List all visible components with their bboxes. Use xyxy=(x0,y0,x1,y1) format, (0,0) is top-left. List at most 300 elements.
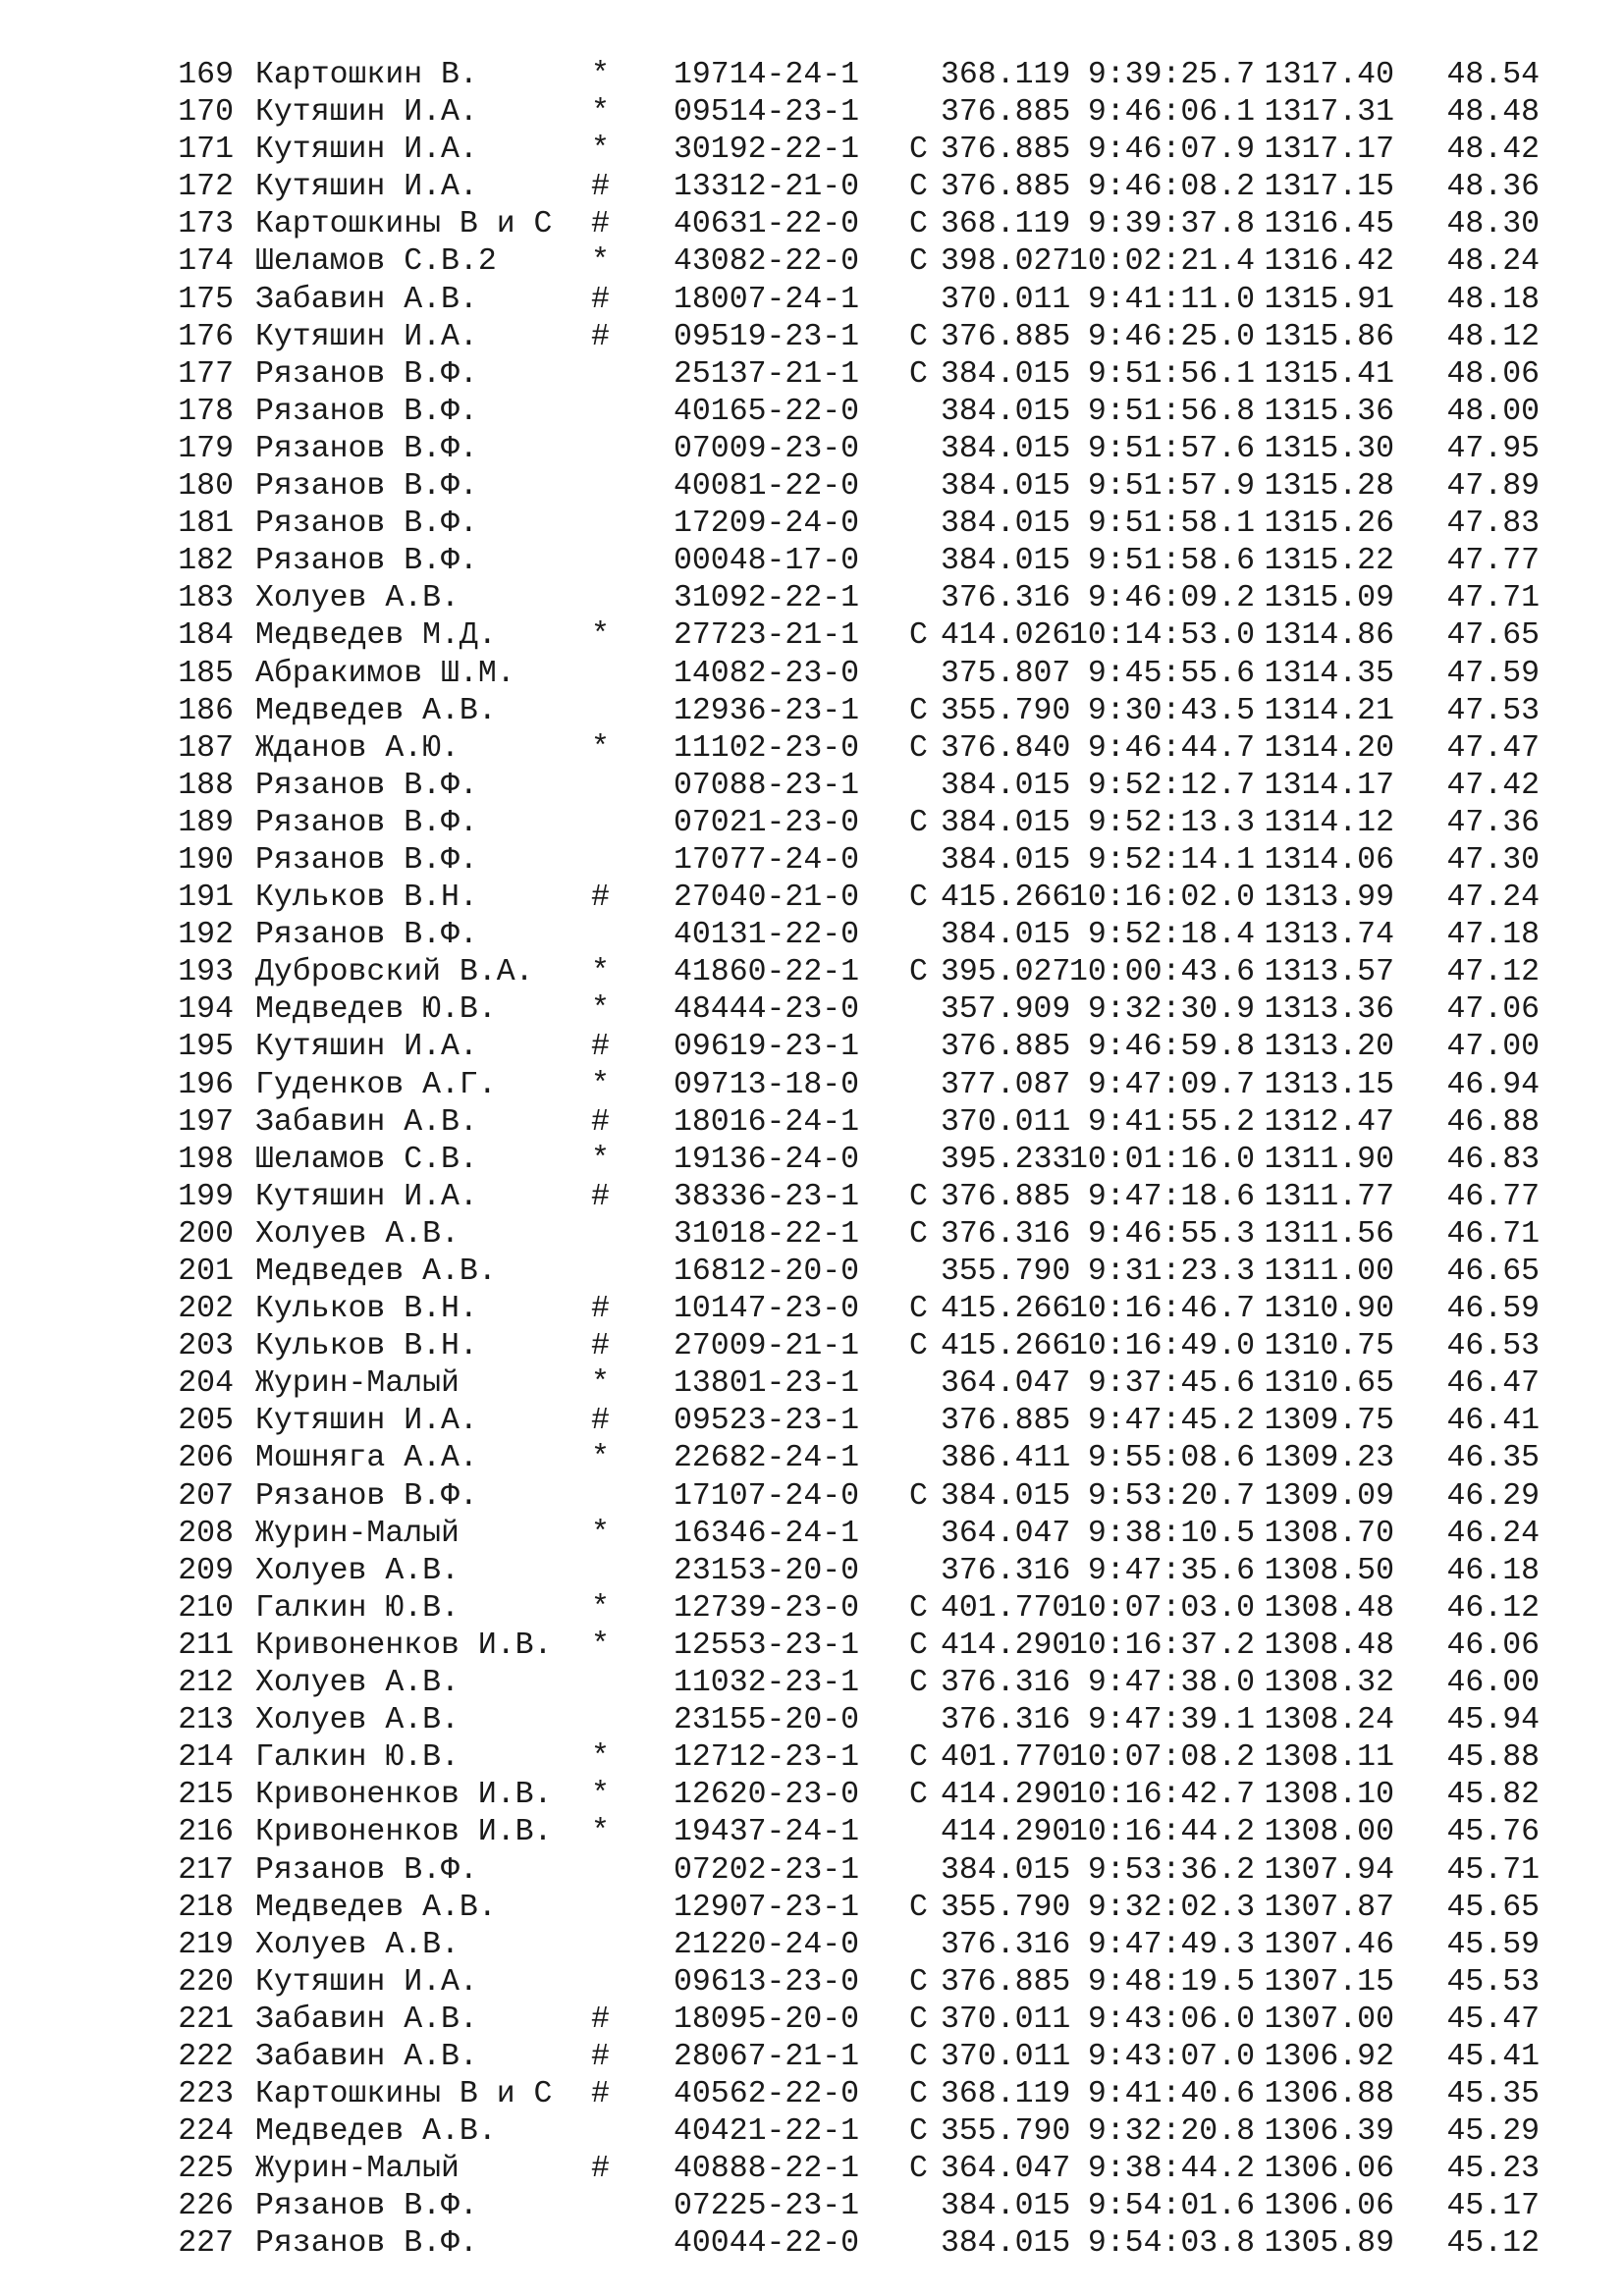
category-flag: C xyxy=(909,1666,928,1701)
points: 47.06 xyxy=(1446,992,1540,1028)
distance: 384.015 xyxy=(941,842,1071,878)
points: 46.47 xyxy=(1446,1366,1540,1402)
speed: 1313.74 xyxy=(1264,918,1394,953)
distance: 384.015 xyxy=(941,431,1071,466)
speed: 1305.89 xyxy=(1264,2226,1394,2262)
table-row xyxy=(173,2225,1587,2263)
arrival-time: 9:41:11.0 xyxy=(1087,282,1255,317)
category-flag xyxy=(909,94,941,132)
ring-number: 11032-23-1 xyxy=(674,1666,860,1701)
category-flag xyxy=(909,580,941,617)
fancier-name: Рязанов В.Ф. xyxy=(255,431,478,466)
table-row xyxy=(173,394,1587,431)
points: 48.42 xyxy=(1446,133,1540,168)
speed: 1306.92 xyxy=(1264,2039,1394,2074)
entry-mark: * xyxy=(591,618,610,654)
fancier-name: Кутяшин И.А. xyxy=(255,170,478,205)
place-number: 172 xyxy=(178,170,234,205)
column-gap xyxy=(234,1516,255,1553)
fancier-name: Медведев А.В. xyxy=(255,1255,497,1289)
table-row xyxy=(173,1927,1587,1964)
points: 47.12 xyxy=(1446,955,1540,990)
place-number: 215 xyxy=(178,1778,234,1813)
arrival-time: 9:39:37.8 xyxy=(1087,207,1255,242)
fancier-name: Кульков В.Н. xyxy=(255,881,478,916)
fancier-name: Рязанов В.Ф. xyxy=(255,805,478,840)
distance: 386.411 xyxy=(941,1441,1071,1476)
points: 45.29 xyxy=(1446,2114,1540,2150)
speed: 1314.12 xyxy=(1264,805,1394,840)
entry-mark xyxy=(591,693,674,730)
place-number: 182 xyxy=(178,544,234,579)
column-gap xyxy=(234,2076,255,2113)
distance: 376.316 xyxy=(941,1216,1071,1252)
points: 47.71 xyxy=(1446,581,1540,616)
column-gap xyxy=(234,768,255,805)
table-row xyxy=(173,1291,1587,1328)
speed: 1317.15 xyxy=(1264,170,1394,205)
distance: 414.026 xyxy=(941,618,1071,654)
fancier-name: Забавин А.В. xyxy=(255,2039,478,2074)
fancier-name: Медведев Ю.В. xyxy=(255,992,497,1028)
fancier-name: Медведев М.Д. xyxy=(255,618,497,654)
points: 47.65 xyxy=(1446,618,1540,654)
entry-mark: * xyxy=(591,1516,610,1551)
distance: 398.027 xyxy=(941,244,1071,280)
category-flag xyxy=(909,991,941,1029)
speed: 1313.15 xyxy=(1264,1067,1394,1102)
fancier-name: Кривоненков И.В. xyxy=(255,1778,553,1813)
category-flag: C xyxy=(909,2152,928,2187)
arrival-time: 9:41:40.6 xyxy=(1087,2077,1255,2112)
category-flag: C xyxy=(909,1329,928,1364)
ring-number: 30192-22-1 xyxy=(674,133,860,168)
fancier-name: Кутяшин И.А. xyxy=(255,1179,478,1214)
arrival-time: 10:07:03.0 xyxy=(1068,1590,1255,1626)
arrival-time: 9:43:06.0 xyxy=(1087,2002,1255,2037)
speed: 1306.06 xyxy=(1264,2189,1394,2224)
entry-mark xyxy=(591,468,674,506)
table-row xyxy=(173,1440,1587,1477)
entry-mark: * xyxy=(591,1590,610,1626)
distance: 384.015 xyxy=(941,394,1071,429)
entry-mark: # xyxy=(591,2039,610,2074)
ring-number: 28067-21-1 xyxy=(674,2039,860,2074)
ring-number: 12739-23-0 xyxy=(674,1590,860,1626)
distance: 364.047 xyxy=(941,1516,1071,1551)
place-number: 175 xyxy=(178,282,234,317)
category-flag xyxy=(909,1029,941,1066)
ring-number: 17107-24-0 xyxy=(674,1478,860,1514)
distance: 376.885 xyxy=(941,95,1071,131)
arrival-time: 9:46:59.8 xyxy=(1087,1030,1255,1065)
table-row xyxy=(173,991,1587,1029)
points: 48.36 xyxy=(1446,170,1540,205)
arrival-time: 9:46:07.9 xyxy=(1087,133,1255,168)
table-row xyxy=(173,206,1587,243)
points: 45.53 xyxy=(1446,1964,1540,2000)
distance: 370.011 xyxy=(941,1104,1071,1140)
column-gap xyxy=(234,394,255,431)
place-number: 211 xyxy=(178,1628,234,1663)
fancier-name: Картошкины В и С xyxy=(255,207,553,242)
entry-mark xyxy=(591,1852,674,1890)
category-flag xyxy=(909,506,941,543)
distance: 376.840 xyxy=(941,730,1071,766)
fancier-name: Рязанов В.Ф. xyxy=(255,842,478,878)
column-gap xyxy=(234,805,255,842)
arrival-time: 9:46:06.1 xyxy=(1087,95,1255,131)
column-gap xyxy=(234,132,255,169)
entry-mark xyxy=(591,2188,674,2225)
place-number: 227 xyxy=(178,2226,234,2262)
speed: 1314.21 xyxy=(1264,693,1394,728)
table-row xyxy=(173,1179,1587,1216)
place-number: 226 xyxy=(178,2189,234,2224)
points: 47.53 xyxy=(1446,693,1540,728)
distance: 384.015 xyxy=(941,1478,1071,1514)
category-flag: C xyxy=(909,356,928,392)
points: 48.54 xyxy=(1446,58,1540,92)
distance: 384.015 xyxy=(941,1852,1071,1888)
place-number: 208 xyxy=(178,1516,234,1551)
category-flag xyxy=(909,1365,941,1403)
arrival-time: 9:47:45.2 xyxy=(1087,1404,1255,1439)
distance: 364.047 xyxy=(941,2152,1071,2187)
fancier-name: Кутяшин И.А. xyxy=(255,1030,478,1065)
column-gap xyxy=(234,693,255,730)
column-gap xyxy=(234,1890,255,1927)
entry-mark: # xyxy=(591,881,610,916)
category-flag xyxy=(909,917,941,954)
arrival-time: 9:43:07.0 xyxy=(1087,2039,1255,2074)
arrival-time: 9:54:01.6 xyxy=(1087,2189,1255,2224)
fancier-name: Холуев А.В. xyxy=(255,1703,460,1738)
distance: 376.885 xyxy=(941,1964,1071,2000)
category-flag: C xyxy=(909,693,928,728)
entry-mark: * xyxy=(591,730,610,766)
table-row xyxy=(173,617,1587,655)
entry-mark xyxy=(591,394,674,431)
fancier-name: Холуев А.В. xyxy=(255,1216,460,1252)
column-gap xyxy=(234,94,255,132)
place-number: 191 xyxy=(178,881,234,916)
ring-number: 43082-22-0 xyxy=(674,244,860,280)
points: 46.00 xyxy=(1446,1666,1540,1701)
column-gap xyxy=(234,880,255,917)
place-number: 198 xyxy=(178,1142,234,1177)
fancier-name: Рязанов В.Ф. xyxy=(255,918,478,953)
category-flag xyxy=(909,1852,941,1890)
distance: 395.027 xyxy=(941,955,1071,990)
entry-mark: # xyxy=(591,2002,610,2037)
column-gap xyxy=(234,954,255,991)
speed: 1308.48 xyxy=(1264,1628,1394,1663)
column-gap xyxy=(234,656,255,693)
entry-mark: # xyxy=(591,2152,610,2187)
table-row xyxy=(173,1739,1587,1777)
category-flag: C xyxy=(909,1216,928,1252)
column-gap xyxy=(234,1029,255,1066)
table-row xyxy=(173,1328,1587,1365)
table-row xyxy=(173,1216,1587,1254)
fancier-name: Жданов А.Ю. xyxy=(255,730,460,766)
distance: 384.015 xyxy=(941,2226,1071,2262)
place-number: 169 xyxy=(178,58,234,92)
speed: 1308.11 xyxy=(1264,1740,1394,1776)
fancier-name: Забавин А.В. xyxy=(255,282,478,317)
table-row xyxy=(173,2076,1587,2113)
ring-number: 19714-24-1 xyxy=(674,58,860,92)
distance: 384.015 xyxy=(941,805,1071,840)
speed: 1314.20 xyxy=(1264,730,1394,766)
arrival-time: 9:51:58.1 xyxy=(1087,507,1255,542)
entry-mark: * xyxy=(591,1815,610,1850)
fancier-name: Гуденков А.Г. xyxy=(255,1067,497,1102)
ring-number: 12620-23-0 xyxy=(674,1778,860,1813)
entry-mark: * xyxy=(591,1366,610,1402)
speed: 1315.09 xyxy=(1264,581,1394,616)
place-number: 222 xyxy=(178,2039,234,2074)
distance: 384.015 xyxy=(941,768,1071,803)
place-number: 176 xyxy=(178,319,234,354)
column-gap xyxy=(234,1964,255,2002)
column-gap xyxy=(234,1814,255,1851)
ring-number: 16346-24-1 xyxy=(674,1516,860,1551)
place-number: 212 xyxy=(178,1666,234,1701)
table-row xyxy=(173,1104,1587,1142)
column-gap xyxy=(234,1067,255,1104)
fancier-name: Рязанов В.Ф. xyxy=(255,2226,478,2262)
distance: 355.790 xyxy=(941,693,1071,728)
arrival-time: 10:16:49.0 xyxy=(1068,1329,1255,1364)
category-flag: C xyxy=(909,1964,928,2000)
points: 45.35 xyxy=(1446,2077,1540,2112)
ring-number: 18095-20-0 xyxy=(674,2002,860,2037)
category-flag xyxy=(909,1254,941,1291)
fancier-name: Кульков В.Н. xyxy=(255,1329,478,1364)
column-gap xyxy=(234,506,255,543)
arrival-time: 9:47:49.3 xyxy=(1087,1927,1255,1962)
points: 47.59 xyxy=(1446,656,1540,691)
entry-mark: # xyxy=(591,1292,610,1327)
speed: 1313.36 xyxy=(1264,992,1394,1028)
ring-number: 40081-22-0 xyxy=(674,469,860,505)
fancier-name: Шеламов С.В.2 xyxy=(255,244,497,280)
ring-number: 40131-22-0 xyxy=(674,918,860,953)
place-number: 202 xyxy=(178,1292,234,1327)
column-gap xyxy=(234,356,255,394)
table-row xyxy=(173,431,1587,468)
arrival-time: 10:16:02.0 xyxy=(1068,881,1255,916)
distance: 376.316 xyxy=(941,581,1071,616)
place-number: 219 xyxy=(178,1927,234,1962)
points: 45.76 xyxy=(1446,1815,1540,1850)
category-flag: C xyxy=(909,2114,928,2150)
table-row xyxy=(173,842,1587,880)
place-number: 185 xyxy=(178,656,234,691)
category-flag: C xyxy=(909,881,928,916)
points: 47.47 xyxy=(1446,730,1540,766)
table-row xyxy=(173,1852,1587,1890)
entry-mark: # xyxy=(591,2077,610,2112)
ring-number: 21220-24-0 xyxy=(674,1927,860,1962)
entry-mark: * xyxy=(591,1740,610,1776)
table-row xyxy=(173,880,1587,917)
speed: 1312.47 xyxy=(1264,1104,1394,1140)
distance: 370.011 xyxy=(941,2002,1071,2037)
category-flag: C xyxy=(909,805,928,840)
points: 46.71 xyxy=(1446,1216,1540,1252)
arrival-time: 9:38:10.5 xyxy=(1087,1516,1255,1551)
ring-number: 38336-23-1 xyxy=(674,1179,860,1214)
ring-number: 07021-23-0 xyxy=(674,805,860,840)
column-gap xyxy=(234,1104,255,1142)
arrival-time: 9:53:20.7 xyxy=(1087,1478,1255,1514)
points: 46.29 xyxy=(1446,1478,1540,1514)
arrival-time: 9:51:57.6 xyxy=(1087,431,1255,466)
column-gap xyxy=(234,580,255,617)
speed: 1306.88 xyxy=(1264,2077,1394,2112)
table-row xyxy=(173,1478,1587,1516)
distance: 368.119 xyxy=(941,58,1071,92)
speed: 1315.36 xyxy=(1264,394,1394,429)
table-row xyxy=(173,282,1587,319)
fancier-name: Рязанов В.Ф. xyxy=(255,2189,478,2224)
entry-mark xyxy=(591,1927,674,1964)
speed: 1315.28 xyxy=(1264,469,1394,505)
points: 46.65 xyxy=(1446,1255,1540,1289)
points: 45.94 xyxy=(1446,1703,1540,1738)
category-flag xyxy=(909,543,941,580)
speed: 1308.48 xyxy=(1264,1590,1394,1626)
arrival-time: 10:07:08.2 xyxy=(1068,1740,1255,1776)
column-gap xyxy=(234,543,255,580)
place-number: 193 xyxy=(178,955,234,990)
distance: 376.316 xyxy=(941,1553,1071,1588)
speed: 1313.99 xyxy=(1264,881,1394,916)
distance: 368.119 xyxy=(941,207,1071,242)
column-gap xyxy=(234,2151,255,2188)
points: 47.00 xyxy=(1446,1030,1540,1065)
table-row xyxy=(173,2002,1587,2039)
category-flag xyxy=(909,282,941,319)
points: 46.06 xyxy=(1446,1628,1540,1663)
arrival-time: 9:51:58.6 xyxy=(1087,544,1255,579)
category-flag: C xyxy=(909,1778,928,1813)
speed: 1309.23 xyxy=(1264,1441,1394,1476)
distance: 376.885 xyxy=(941,133,1071,168)
entry-mark: # xyxy=(591,1030,610,1065)
arrival-time: 9:37:45.6 xyxy=(1087,1366,1255,1402)
column-gap xyxy=(234,169,255,206)
entry-mark xyxy=(591,506,674,543)
ring-number: 22682-24-1 xyxy=(674,1441,860,1476)
arrival-time: 9:31:23.3 xyxy=(1087,1255,1255,1289)
entry-mark xyxy=(591,2113,674,2151)
points: 45.23 xyxy=(1446,2152,1540,2187)
speed: 1316.42 xyxy=(1264,244,1394,280)
category-flag: C xyxy=(909,207,928,242)
arrival-time: 10:16:44.2 xyxy=(1068,1815,1255,1850)
table-row xyxy=(173,1254,1587,1291)
ring-number: 16812-20-0 xyxy=(674,1255,860,1289)
speed: 1315.30 xyxy=(1264,431,1394,466)
points: 45.47 xyxy=(1446,2002,1540,2037)
ring-number: 09619-23-1 xyxy=(674,1030,860,1065)
category-flag xyxy=(909,1440,941,1477)
table-row xyxy=(173,543,1587,580)
table-row xyxy=(173,1590,1587,1628)
category-flag xyxy=(909,1403,941,1440)
category-flag xyxy=(909,656,941,693)
category-flag xyxy=(909,1104,941,1142)
speed: 1310.90 xyxy=(1264,1292,1394,1327)
table-row xyxy=(173,1403,1587,1440)
entry-mark xyxy=(591,842,674,880)
arrival-time: 10:16:42.7 xyxy=(1068,1778,1255,1813)
entry-mark xyxy=(591,580,674,617)
table-row xyxy=(173,2188,1587,2225)
speed: 1308.00 xyxy=(1264,1815,1394,1850)
points: 48.18 xyxy=(1446,282,1540,317)
points: 47.36 xyxy=(1446,805,1540,840)
distance: 364.047 xyxy=(941,1366,1071,1402)
category-flag: C xyxy=(909,730,928,766)
distance: 401.770 xyxy=(941,1740,1071,1776)
ring-number: 13801-23-1 xyxy=(674,1366,860,1402)
points: 46.53 xyxy=(1446,1329,1540,1364)
ring-number: 09713-18-0 xyxy=(674,1067,860,1102)
points: 48.12 xyxy=(1446,319,1540,354)
arrival-time: 9:51:56.1 xyxy=(1087,356,1255,392)
speed: 1311.77 xyxy=(1264,1179,1394,1214)
points: 48.48 xyxy=(1446,95,1540,131)
ring-number: 18016-24-1 xyxy=(674,1104,860,1140)
table-row xyxy=(173,169,1587,206)
entry-mark xyxy=(591,656,674,693)
fancier-name: Кутяшин И.А. xyxy=(255,1964,478,2000)
points: 46.35 xyxy=(1446,1441,1540,1476)
category-flag: C xyxy=(909,1740,928,1776)
column-gap xyxy=(234,1852,255,1890)
place-number: 177 xyxy=(178,356,234,392)
fancier-name: Шеламов С.В. xyxy=(255,1142,478,1177)
table-row xyxy=(173,768,1587,805)
table-row xyxy=(173,656,1587,693)
arrival-time: 9:46:44.7 xyxy=(1087,730,1255,766)
arrival-time: 9:32:30.9 xyxy=(1087,992,1255,1028)
distance: 376.885 xyxy=(941,1404,1071,1439)
place-number: 214 xyxy=(178,1740,234,1776)
place-number: 201 xyxy=(178,1255,234,1289)
speed: 1307.15 xyxy=(1264,1964,1394,2000)
speed: 1313.20 xyxy=(1264,1030,1394,1065)
entry-mark: * xyxy=(591,1778,610,1813)
category-flag: C xyxy=(909,319,928,354)
place-number: 170 xyxy=(178,95,234,131)
column-gap xyxy=(234,730,255,768)
arrival-time: 9:47:38.0 xyxy=(1087,1666,1255,1701)
entry-mark xyxy=(591,1665,674,1702)
column-gap xyxy=(234,1254,255,1291)
speed: 1316.45 xyxy=(1264,207,1394,242)
place-number: 223 xyxy=(178,2077,234,2112)
ring-number: 07088-23-1 xyxy=(674,768,860,803)
arrival-time: 9:47:18.6 xyxy=(1087,1179,1255,1214)
entry-mark: # xyxy=(591,1104,610,1140)
points: 45.12 xyxy=(1446,2226,1540,2262)
